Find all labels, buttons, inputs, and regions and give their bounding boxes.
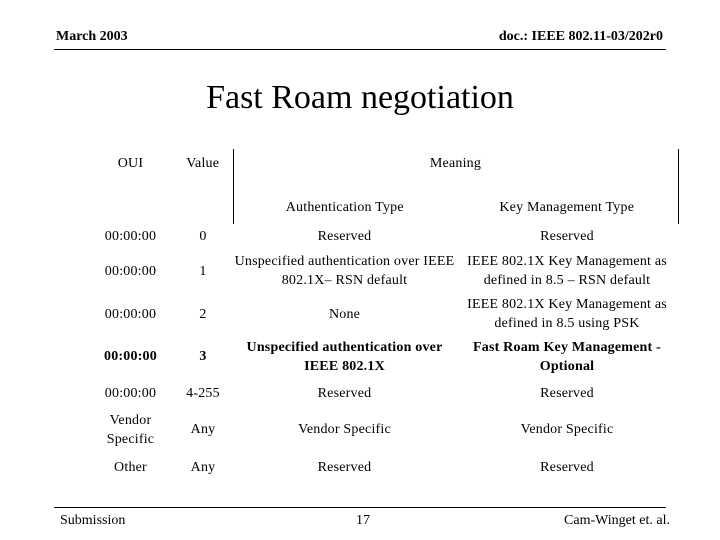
cell-key-mgmt: IEEE 802.1X Key Management as defined in 8.5 using PSK [467, 297, 667, 331]
cell-auth: Unspecified authentication over IEEE 802.1X [246, 339, 443, 374]
cell-oui: 00:00:00 [104, 306, 157, 322]
cell-key-mgmt: Reserved [540, 228, 594, 244]
cell-auth: Unspecified authentication over IEEE 802.1X– RSN default [234, 254, 455, 288]
cell-value: 1 [199, 263, 207, 279]
cell-value: 0 [199, 228, 207, 244]
header-meaning: Meaning [233, 149, 678, 190]
cell-key-mgmt: Vendor Specific [520, 422, 614, 437]
footer-submission: Submission [60, 513, 126, 528]
header-rule [54, 49, 666, 50]
cell-auth: Reserved [317, 228, 372, 244]
cell-auth: None [328, 306, 361, 322]
subheader-value-empty [173, 190, 233, 224]
footer-author: Cam-Winget et. al. [564, 513, 670, 528]
header-oui: OUI [117, 156, 144, 171]
cell-value: 3 [199, 349, 207, 364]
cell-value: 2 [199, 306, 207, 322]
cell-auth: Reserved [317, 385, 372, 401]
subheader-key-mgmt-type: Key Management Type [456, 190, 678, 224]
cell-oui: 00:00:00 [104, 263, 157, 279]
cell-value: 4-255 [186, 385, 220, 401]
table-row [88, 452, 678, 482]
table-row [88, 224, 678, 248]
cell-value: Any [190, 459, 216, 475]
table-row [88, 294, 678, 334]
fast-roam-table [88, 149, 679, 482]
cell-key-mgmt: Reserved [540, 459, 594, 475]
subheader-auth-type: Authentication Type [233, 190, 456, 224]
subheader-oui-empty [88, 190, 173, 224]
cell-key-mgmt: Reserved [540, 385, 594, 401]
table-subheader-row [88, 190, 678, 224]
cell-oui: 00:00:00 [104, 385, 157, 401]
cell-value: Any [190, 422, 216, 437]
cell-oui: Vendor Specific [106, 412, 155, 447]
cell-auth: Vendor Specific [298, 422, 391, 437]
cell-oui: Other [114, 459, 147, 475]
cell-oui: 00:00:00 [104, 228, 157, 244]
cell-oui: 00:00:00 [104, 349, 157, 364]
slide-title: Fast Roam negotiation [206, 79, 514, 116]
header-date: March 2003 [56, 29, 128, 44]
table-row [88, 407, 678, 452]
table-row [88, 334, 678, 379]
footer-page-number: 17 [356, 513, 370, 528]
cell-key-mgmt: IEEE 802.1X Key Management as defined in 8.5 – RSN default [467, 254, 667, 288]
footer-rule [54, 507, 666, 508]
header-doc-id: doc.: IEEE 802.11-03/202r0 [498, 29, 663, 44]
cell-auth: Reserved [317, 459, 372, 475]
table-header-row [88, 149, 678, 190]
cell-key-mgmt: Fast Roam Key Management - Optional [473, 339, 661, 374]
header-value: Value [186, 156, 220, 171]
table-row [88, 379, 678, 407]
table-row [88, 248, 678, 294]
